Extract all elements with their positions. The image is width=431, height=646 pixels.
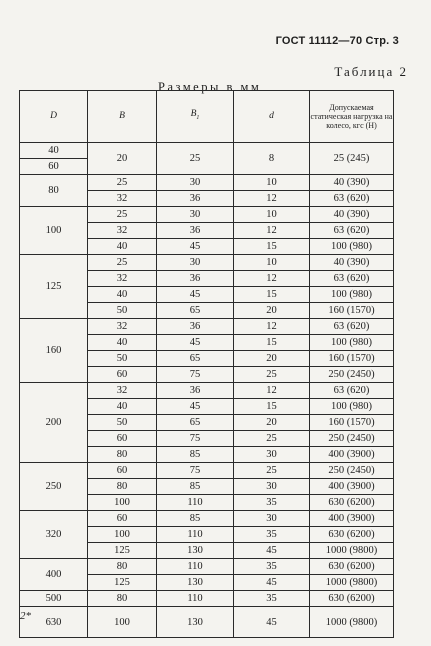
cell-D: 160 [20,319,88,383]
cell-B1: 75 [157,367,234,383]
cell-load: 100 (980) [310,239,394,255]
cell-d: 12 [234,383,310,399]
cell-D: 500 [20,591,88,607]
cell-load: 160 (1570) [310,351,394,367]
col-header-B: B [88,91,157,143]
cell-B1: 110 [157,527,234,543]
cell-D: 200 [20,383,88,463]
cell-load: 160 (1570) [310,415,394,431]
cell-D: 80 [20,175,88,207]
cell-B: 80 [88,559,157,575]
cell-load: 100 (980) [310,399,394,415]
col-header-load: Допускаемая статическая нагрузка на колесо, кгс (Н) [310,91,394,143]
page-mark: 2* [20,610,31,622]
table-row [20,143,394,159]
cell-load: 250 (2450) [310,367,394,383]
cell-d: 12 [234,191,310,207]
cell-d: 35 [234,559,310,575]
cell-B1: 130 [157,543,234,559]
cell-D: 100 [20,207,88,255]
cell-d: 20 [234,351,310,367]
cell-d: 25 [234,431,310,447]
cell-B1: 45 [157,335,234,351]
cell-D: 250 [20,463,88,511]
cell-load: 160 (1570) [310,303,394,319]
cell-B: 32 [88,223,157,239]
table-row [20,383,394,399]
cell-B: 60 [88,511,157,527]
cell-B: 50 [88,415,157,431]
cell-D: 60 [20,159,88,175]
cell-B1: 65 [157,303,234,319]
cell-B: 40 [88,287,157,303]
col-header-B1-sub: 1 [196,114,200,121]
cell-B1: 36 [157,223,234,239]
cell-B: 40 [88,335,157,351]
cell-B: 80 [88,479,157,495]
cell-B: 32 [88,191,157,207]
cell-load: 250 (2450) [310,431,394,447]
table-row [20,511,394,527]
cell-d: 15 [234,399,310,415]
cell-B: 50 [88,351,157,367]
cell-B1: 30 [157,255,234,271]
cell-B: 80 [88,447,157,463]
cell-load: 40 (390) [310,207,394,223]
table-row [20,607,394,638]
cell-B: 20 [88,143,157,175]
cell-B1: 85 [157,479,234,495]
cell-B: 80 [88,591,157,607]
cell-B1: 75 [157,431,234,447]
cell-B: 40 [88,239,157,255]
cell-load: 100 (980) [310,335,394,351]
cell-B1: 36 [157,383,234,399]
cell-B: 60 [88,431,157,447]
cell-load: 63 (620) [310,223,394,239]
cell-d: 35 [234,495,310,511]
cell-d: 45 [234,575,310,591]
cell-load: 25 (245) [310,143,394,175]
cell-d: 8 [234,143,310,175]
cell-B: 50 [88,303,157,319]
table-row [20,591,394,607]
cell-d: 30 [234,479,310,495]
cell-B1: 110 [157,559,234,575]
cell-load: 100 (980) [310,287,394,303]
table-caption: Таблица 2 [334,64,408,79]
cell-load: 40 (390) [310,175,394,191]
cell-d: 35 [234,591,310,607]
cell-load: 40 (390) [310,255,394,271]
cell-B: 100 [88,495,157,511]
col-header-d: d [234,91,310,143]
cell-B1: 130 [157,575,234,591]
cell-load: 400 (3900) [310,447,394,463]
cell-load: 250 (2450) [310,463,394,479]
cell-D: 630 [20,607,88,638]
cell-load: 1000 (9800) [310,607,394,638]
cell-B1: 110 [157,495,234,511]
cell-B: 60 [88,463,157,479]
cell-B1: 25 [157,143,234,175]
cell-B: 25 [88,207,157,223]
cell-B: 32 [88,271,157,287]
cell-B: 32 [88,319,157,335]
cell-D: 40 [20,143,88,159]
cell-d: 10 [234,255,310,271]
cell-B1: 45 [157,287,234,303]
cell-load: 63 (620) [310,271,394,287]
sizes-label: Размеры в мм [158,80,262,94]
cell-load: 630 (6200) [310,559,394,575]
table-header-row [20,91,394,143]
cell-load: 1000 (9800) [310,575,394,591]
cell-d: 10 [234,207,310,223]
cell-load: 630 (6200) [310,495,394,511]
cell-d: 15 [234,335,310,351]
cell-B: 100 [88,607,157,638]
cell-B: 125 [88,543,157,559]
table-body [20,143,394,638]
cell-d: 10 [234,175,310,191]
cell-d: 12 [234,319,310,335]
cell-d: 35 [234,527,310,543]
cell-d: 15 [234,239,310,255]
cell-d: 15 [234,287,310,303]
cell-B: 25 [88,255,157,271]
cell-B1: 36 [157,271,234,287]
cell-B: 60 [88,367,157,383]
cell-B1: 36 [157,191,234,207]
cell-B1: 45 [157,239,234,255]
table-row [20,559,394,575]
cell-B1: 30 [157,207,234,223]
cell-B1: 30 [157,175,234,191]
cell-B: 32 [88,383,157,399]
col-header-D: D [20,91,88,143]
table-row [20,463,394,479]
table-row [20,319,394,335]
cell-d: 12 [234,271,310,287]
col-header-B1-base: B [190,109,197,120]
cell-d: 20 [234,415,310,431]
cell-d: 25 [234,463,310,479]
standard-header: ГОСТ 11112—70 Стр. 3 [275,35,399,47]
cell-B1: 36 [157,319,234,335]
cell-d: 45 [234,543,310,559]
cell-load: 400 (3900) [310,479,394,495]
cell-load: 630 (6200) [310,591,394,607]
cell-load: 630 (6200) [310,527,394,543]
cell-B1: 110 [157,591,234,607]
table-row [20,207,394,223]
cell-load: 63 (620) [310,319,394,335]
table-row [20,175,394,191]
cell-d: 20 [234,303,310,319]
cell-D: 125 [20,255,88,319]
dimensions-table [19,90,394,638]
cell-B1: 85 [157,511,234,527]
cell-B1: 65 [157,415,234,431]
table-row [20,255,394,271]
cell-load: 63 (620) [310,383,394,399]
cell-D: 320 [20,511,88,559]
cell-load: 400 (3900) [310,511,394,527]
cell-B1: 45 [157,399,234,415]
cell-B1: 65 [157,351,234,367]
cell-B: 125 [88,575,157,591]
cell-d: 12 [234,223,310,239]
cell-B: 100 [88,527,157,543]
col-header-B1 [157,91,234,143]
cell-load: 1000 (9800) [310,543,394,559]
cell-d: 30 [234,447,310,463]
cell-d: 30 [234,511,310,527]
cell-B: 40 [88,399,157,415]
cell-load: 63 (620) [310,191,394,207]
cell-D: 400 [20,559,88,591]
cell-d: 45 [234,607,310,638]
cell-B1: 75 [157,463,234,479]
cell-d: 25 [234,367,310,383]
cell-B1: 130 [157,607,234,638]
cell-B: 25 [88,175,157,191]
cell-B1: 85 [157,447,234,463]
